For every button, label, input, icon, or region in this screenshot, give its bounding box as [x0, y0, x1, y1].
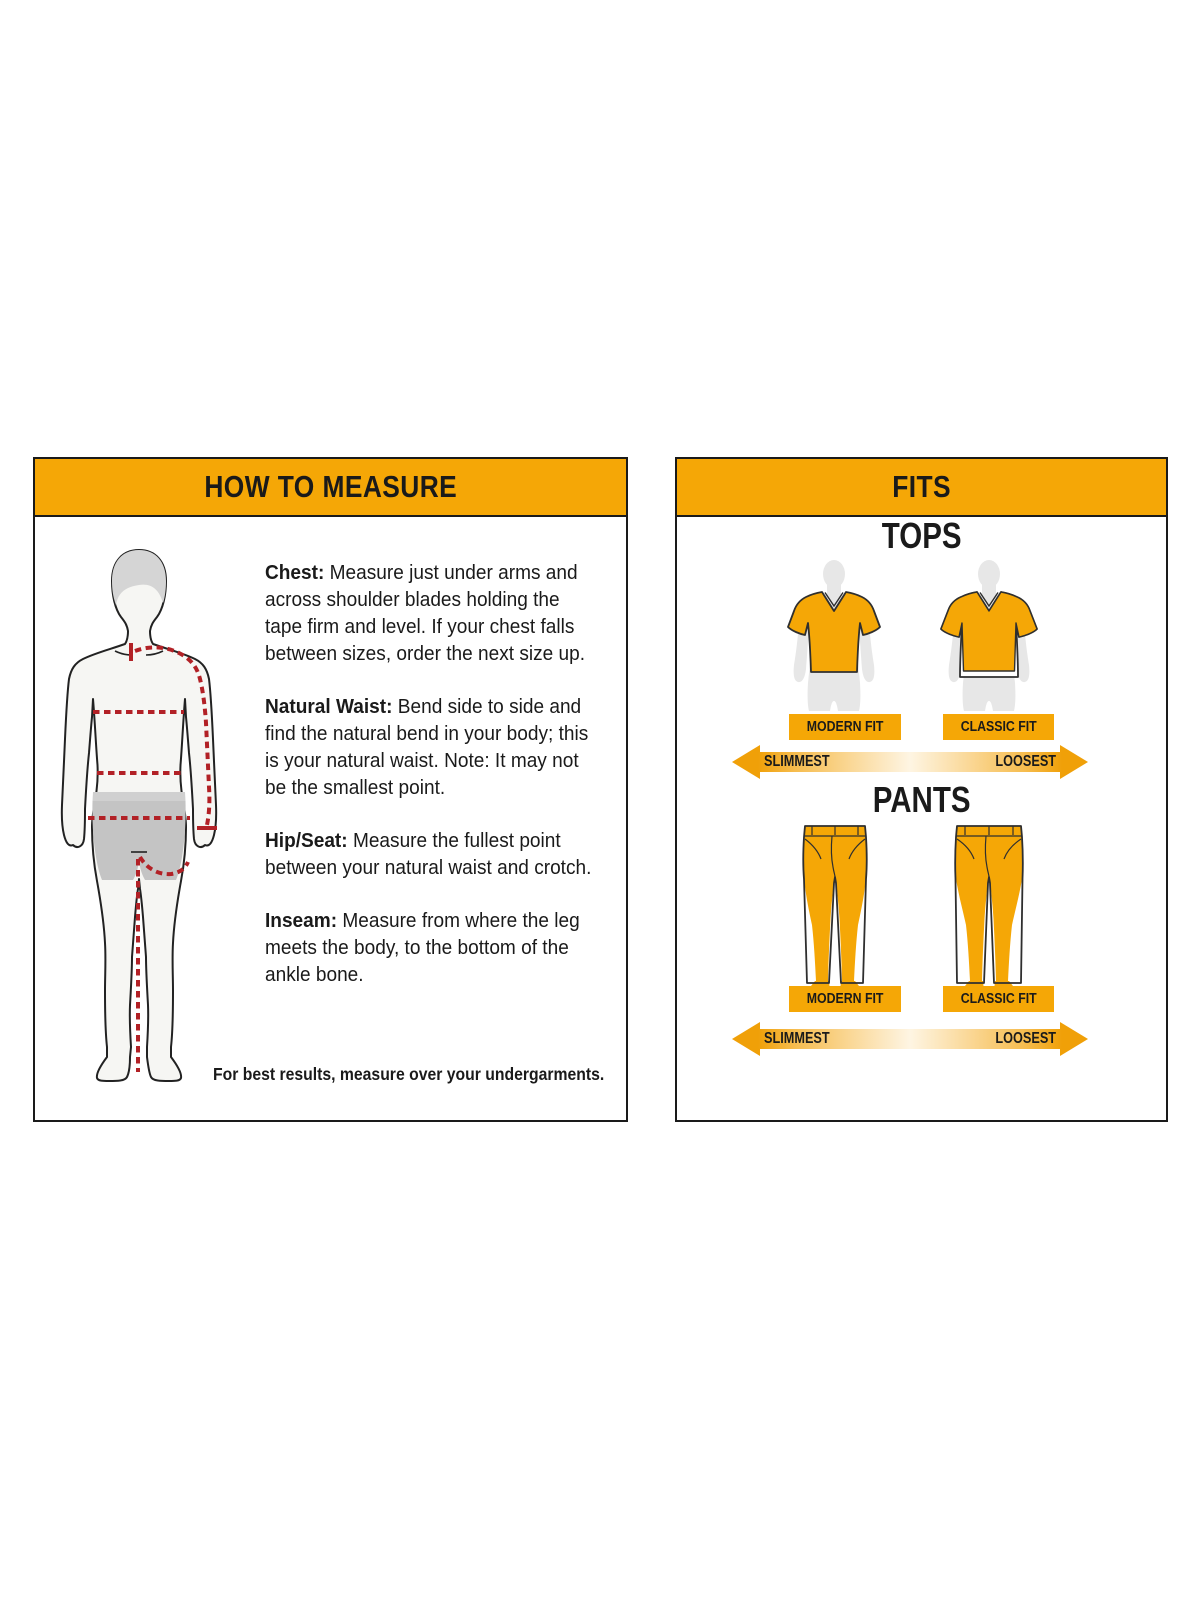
tops-loosest-label: LOOSEST [995, 753, 1056, 770]
hip-seat-instruction [265, 827, 592, 881]
fits-title: FITS [892, 469, 951, 504]
natural-waist-label: Natural Waist: [265, 695, 393, 718]
legs-silhouette [803, 826, 867, 991]
tops-classic-fit-badge: CLASSIC FIT [943, 714, 1054, 740]
hip-seat-text: Measure the fullest point between your natural waist and crotch. [265, 829, 592, 879]
classic-fit-shirt-figure [929, 559, 1049, 711]
pants-modern-fit-badge: MODERN FIT [789, 986, 901, 1012]
fits-header [677, 459, 1166, 517]
pants-slimmest-label: SLIMMEST [764, 1030, 830, 1047]
measure-instructions [265, 559, 592, 1014]
classic-fit-shirt-icon [929, 559, 1049, 711]
modern-fit-shirt-figure [774, 559, 894, 711]
tops-fit-scale-arrow [732, 744, 1088, 780]
modern-fit-pants-figure [785, 823, 885, 993]
chest-instruction [265, 559, 592, 667]
tops-heading: TOPS [881, 515, 962, 556]
how-to-measure-header [35, 459, 626, 517]
pants-fit-scale-arrow [732, 1021, 1088, 1057]
tops-modern-fit-badge: MODERN FIT [789, 714, 901, 740]
classic-fit-pants-figure [939, 823, 1039, 993]
pants-heading: PANTS [872, 779, 971, 820]
chest-text: Measure just under arms and across shoulder blades holding the tape firm and level. If your chest falls between sizes, order the next size up. [265, 561, 586, 665]
tops-slimmest-label: SLIMMEST [764, 753, 830, 770]
legs-silhouette [955, 826, 1023, 991]
pants-loosest-label: LOOSEST [995, 1030, 1056, 1047]
modern-fit-shirt-icon [774, 559, 894, 711]
fits-panel [675, 457, 1168, 1122]
inseam-text: Measure from where the leg meets the body, to the bottom of the ankle bone. [265, 909, 580, 986]
inseam-label: Inseam: [265, 909, 338, 932]
natural-waist-instruction [265, 693, 592, 801]
how-to-measure-title: HOW TO MEASURE [204, 469, 457, 504]
shorts-waistband [93, 792, 186, 801]
chest-label: Chest: [265, 561, 325, 584]
measure-note: For best results, measure over your undergarments. [213, 1064, 605, 1084]
classic-fit-pants-icon [939, 823, 1039, 993]
measurement-figure [59, 547, 269, 1084]
male-body-figure-icon [59, 547, 269, 1084]
natural-waist-text: Bend side to side and find the natural bend in your body; this is your natural waist. Note: It may not be the smallest point. [265, 695, 589, 799]
hip-seat-label: Hip/Seat: [265, 829, 348, 852]
pants-classic-fit-badge: CLASSIC FIT [943, 986, 1054, 1012]
modern-fit-pants-icon [785, 823, 885, 993]
how-to-measure-panel [33, 457, 628, 1122]
inseam-instruction [265, 907, 592, 988]
